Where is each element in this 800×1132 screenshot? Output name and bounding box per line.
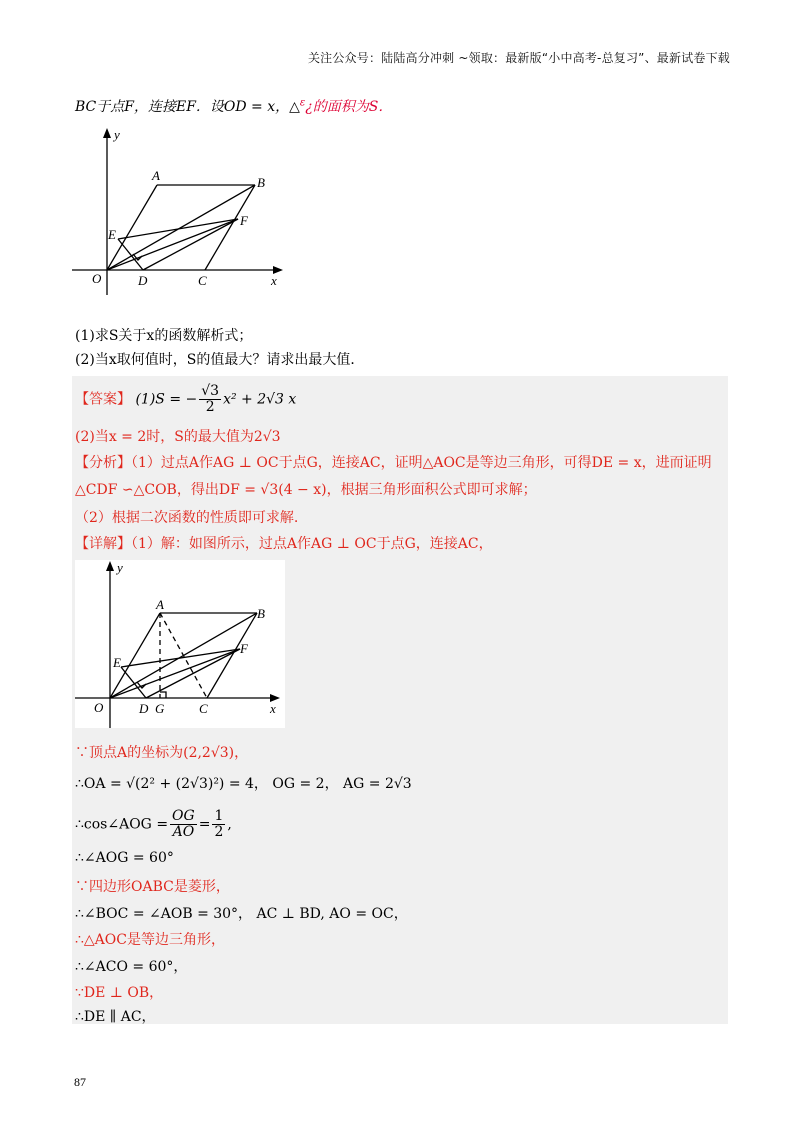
analysis-line-1: [75, 452, 712, 472]
fig2-label-o: O: [94, 700, 104, 715]
frac-1-den: AO: [172, 824, 195, 840]
fig1-label-f: F: [240, 213, 248, 228]
detail-step-3-frac-1: [170, 809, 197, 840]
page-number: 87: [74, 1075, 86, 1089]
analysis-text-1: （1）过点A作AG ⊥ OC于点G，连接AC，证明△AOC是等边三角形，可得DE = x，进而证明: [131, 455, 712, 471]
detail-line-intro: [75, 533, 493, 553]
fig2-label-f: F: [240, 641, 248, 656]
fig1-label-d: D: [138, 273, 148, 288]
fig1-label-o: O: [92, 271, 102, 286]
detail-tag: 【详解】: [75, 536, 131, 552]
fig1-label-b: B: [257, 175, 265, 190]
fig2-label-b: B: [257, 606, 265, 621]
fig2-label-d: D: [139, 701, 149, 716]
question-1: (1)求S关于x的函数解析式；: [75, 328, 253, 344]
fig1-label-x: x: [271, 273, 277, 288]
fig1-label-c: C: [198, 273, 207, 288]
analysis-line-2: △CDF ∽△COB，得出DF = √3(4 − x)，根据三角形面积公式即可求解；: [75, 482, 537, 498]
detail-step-3-frac-2: [212, 809, 225, 840]
detail-step-10: ∴DE ∥ AC，: [75, 1009, 156, 1025]
answer-line-1: [75, 384, 296, 415]
analysis-line-3: （2）根据二次函数的性质即可求解.: [75, 510, 299, 526]
frac-2-den: 2: [214, 824, 224, 840]
detail-step-4: ∴∠AOG = 60°: [75, 850, 174, 866]
answer-1-suffix: x² + 2√3 x: [223, 391, 297, 408]
fig1-label-a: A: [152, 168, 160, 183]
fig2-label-g: G: [155, 701, 165, 716]
fig2-label-y: y: [117, 560, 123, 575]
detail-step-1: ∵顶点A的坐标为(2,2√3)，: [75, 745, 249, 761]
detail-step-2: ∴OA = √(2² + (2√3)²) = 4， OG = 2， AG = 2√3: [75, 776, 412, 792]
problem-line-1: [75, 96, 392, 116]
detail-step-3: ∴cos∠AOG = $\frac{OG}{AO}$ = $\frac{1}{2}$ ,: [75, 808, 232, 840]
page-header: 关注公众号：陆陆高分冲刺 ~领取：最新版“小中高考-总复习”、最新试卷下载: [307, 51, 730, 65]
answer-tag: 【答案】: [75, 391, 131, 408]
question-2: (2)当x取何值时，S的值最大？请求出最大值．: [75, 352, 365, 368]
problem-line-1-tail: ¿的面积为S．: [305, 99, 393, 115]
figure-1: [60, 125, 295, 295]
detail-intro: （1）解：如图所示，过点A作AG ⊥ OC于点G，连接AC，: [131, 536, 493, 552]
answer-1-prefix: (1)S = −: [135, 391, 198, 408]
fig1-label-y: y: [114, 127, 120, 142]
answer-1-den: 2: [205, 399, 215, 415]
fig2-label-a: A: [156, 597, 164, 612]
fig2-label-x: x: [270, 701, 276, 716]
answer-1-num: √3: [201, 383, 220, 399]
detail-step-9: ∵DE ⊥ OB，: [75, 985, 164, 1001]
answer-1-fraction: [199, 384, 221, 415]
detail-step-3-prefix: ∴cos∠AOG =: [75, 816, 169, 833]
analysis-tag: 【分析】: [75, 455, 131, 471]
problem-line-1-mark: ε: [299, 97, 306, 109]
detail-step-7: ∴△AOC是等边三角形，: [75, 932, 225, 948]
fig1-label-e: E: [108, 227, 116, 242]
detail-step-5: ∵四边形OABC是菱形，: [75, 879, 230, 895]
frac-2-num: 1: [214, 808, 224, 824]
fig2-label-e: E: [113, 655, 121, 670]
detail-step-8: ∴∠ACO = 60°，: [75, 959, 188, 975]
frac-1-num: OG: [172, 808, 195, 824]
figure-2: [75, 560, 285, 728]
fig2-label-c: C: [199, 701, 208, 716]
problem-line-1-text: BC于点F，连接EF．设OD = x，△: [75, 99, 300, 115]
answer-line-2: (2)当x = 2时，S的最大值为2√3: [75, 429, 281, 445]
detail-step-6: ∴∠BOC = ∠AOB = 30°， AC ⊥ BD, AO = OC，: [75, 906, 408, 922]
